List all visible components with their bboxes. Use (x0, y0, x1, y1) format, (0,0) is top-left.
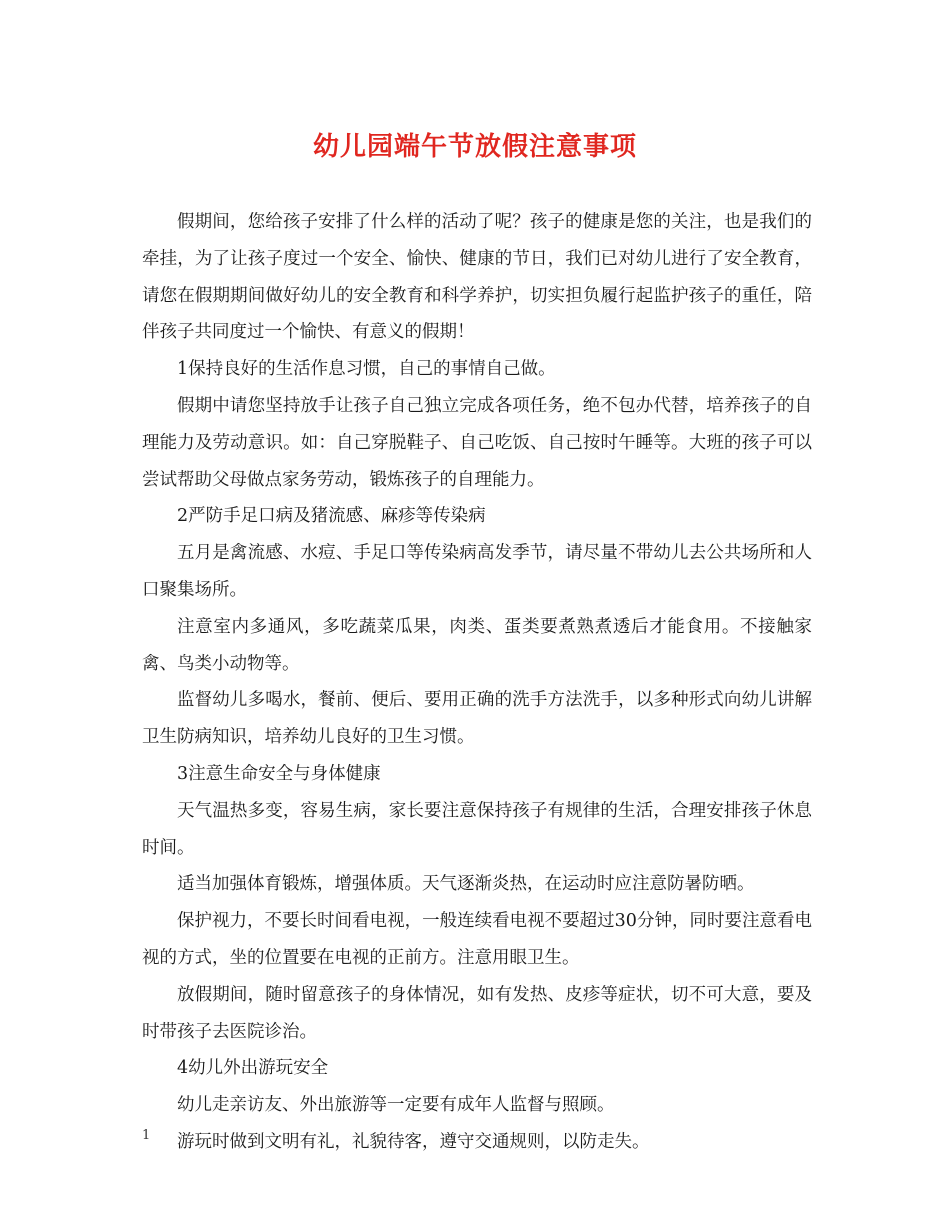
section-heading-1: 1保持良好的生活作息习惯，自己的事情自己做。 (177, 359, 556, 380)
section-heading-3: 3注意生命安全与身体健康 (177, 763, 381, 784)
section-heading-4: 4幼儿外出游玩安全 (177, 1058, 329, 1079)
section-heading-2: 2严防手足口病及猪流感、麻疹等传染病 (177, 506, 486, 527)
paragraph: 注意室内多通风，多吃蔬菜瓜果，肉类、蛋类要煮熟煮透后才能食用。不接触家禽、鸟类小动物等。 (142, 616, 812, 674)
paragraph: 适当加强体育锻炼，增强体质。天气逐渐炎热，在运动时应注意防暑防晒。 (177, 874, 755, 895)
paragraph: 五月是禽流感、水痘、手足口等传染病高发季节，请尽量不带幼儿去公共场所和人口聚集场所。 (142, 543, 812, 600)
document-body (142, 204, 812, 1161)
paragraph: 放假期间，随时留意孩子的身体情况，如有发热、皮疹等症状，切不可大意，要及时带孩子去医院诊治。 (142, 984, 812, 1042)
paragraph: 幼儿走亲访友、外出旅游等一定要有成年人监督与照顾。 (177, 1095, 615, 1116)
paragraph: 监督幼儿多喝水，餐前、便后、要用正确的洗手方法洗手，以多种形式向幼儿讲解卫生防病知识，培养幼儿良好的卫生习惯。 (142, 690, 812, 748)
paragraph-intro: 假期间，您给孩子安排了什么样的活动了呢？孩子的健康是您的关注，也是我们的牵挂，为了让孩子度过一个安全、愉快、健康的节日，我们已对幼儿进行了安全教育，请您在假期期间做好幼儿的安全教育和科学养护，切实担负履行起监护孩子的重任，陪伴孩子共同度过一个愉快、有意义的假期！ (142, 212, 812, 343)
paragraph: 保护视力，不要长时间看电视，一般连续看电视不要超过30分钟，同时要注意看电视的方式，坐的位置要在电视的正前方。注意用眼卫生。 (142, 911, 812, 968)
paragraph: 天气温热多变，容易生病，家长要注意保持孩子有规律的生活，合理安排孩子休息时间。 (142, 800, 812, 858)
page-number: 1 (142, 1128, 151, 1143)
page-title: 幼儿园端午节放假注意事项 (312, 132, 637, 162)
paragraph: 游玩时做到文明有礼，礼貌待客，遵守交通规则，以防走失。 (177, 1131, 650, 1152)
paragraph: 假期中请您坚持放手让孩子自己独立完成各项任务，绝不包办代替，培养孩子的自理能力及劳动意识。如：自己穿脱鞋子、自己吃饭、自己按时午睡等。大班的孩子可以尝试帮助父母做点家务劳动，锻炼孩子的自理能力。 (142, 395, 812, 490)
